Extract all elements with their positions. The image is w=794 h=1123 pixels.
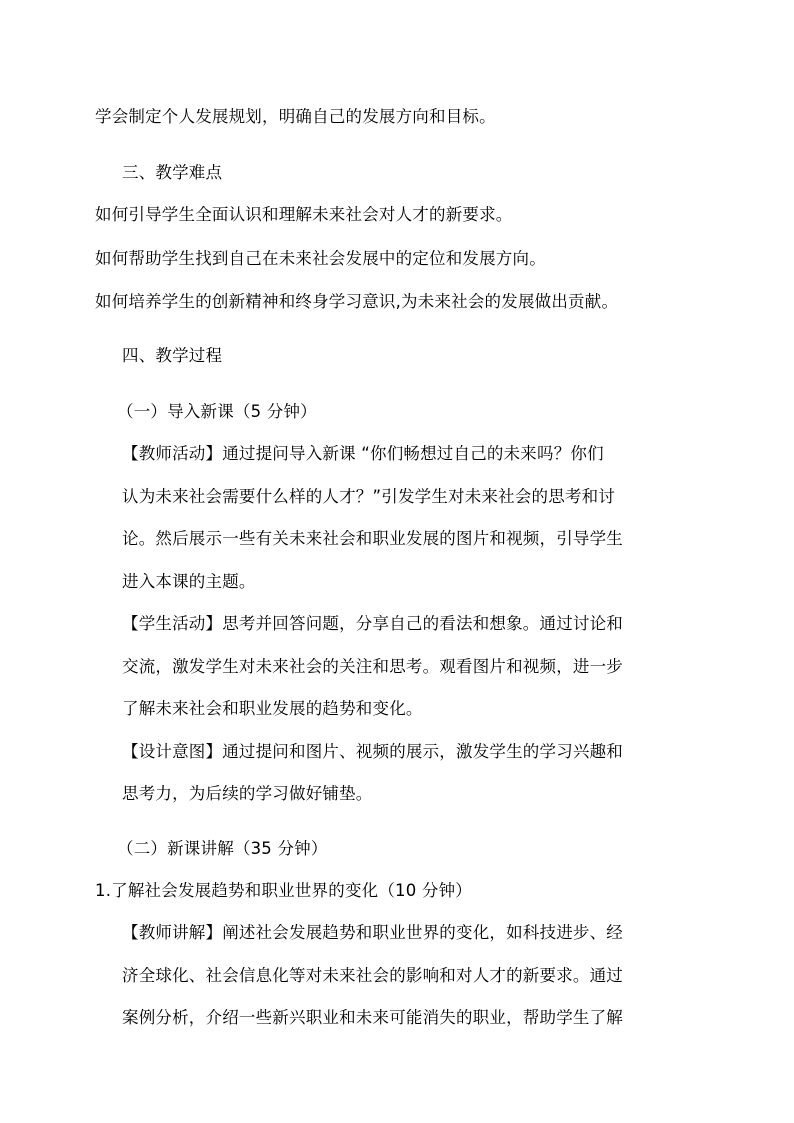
section-heading: 四、教学过程 [122, 346, 223, 365]
text-line: 如何帮助学生找到自己在未来社会发展中的定位和发展方向。 [95, 249, 546, 268]
text-line: 【教师活动】通过提问导入新课 “你们畅想过自己的未来吗？你们 [122, 444, 604, 463]
text-line: 认为未来社会需要什么样的人才？”引发学生对未来社会的思考和讨 [122, 487, 616, 506]
section-heading: 三、教学难点 [122, 163, 223, 182]
text-line: 论。然后展示一些有关未来社会和职业发展的图片和视频，引导学生 [122, 529, 623, 548]
text-line: 学会制定个人发展规划，明确自己的发展方向和目标。 [95, 107, 496, 126]
text-line: 如何培养学生的创新精神和终身学习意识,为未来社会的发展做出贡献。 [95, 292, 619, 311]
numbered-item-heading: 1.了解社会发展趋势和职业世界的变化（10 分钟） [95, 881, 472, 900]
text-line: 案例分析，介绍一些新兴职业和未来可能消失的职业，帮助学生了解 [122, 1008, 623, 1027]
text-line: 进入本课的主题。 [122, 572, 256, 591]
text-line: 如何引导学生全面认识和理解未来社会对人才的新要求。 [95, 205, 513, 224]
text-line: 济全球化、社会信息化等对未来社会的影响和对人才的新要求。通过 [122, 966, 623, 985]
text-line: 了解未来社会和职业发展的趋势和变化。 [122, 699, 423, 718]
text-line: 思考力，为后续的学习做好铺垫。 [122, 784, 373, 803]
subsection-heading: （二）新课讲解（35 分钟） [117, 839, 328, 858]
subsection-heading: （一）导入新课（5 分钟） [117, 402, 317, 421]
text-line: 【学生活动】思考并回答问题，分享自己的看法和想象。通过讨论和 [122, 614, 623, 633]
text-line: 【设计意图】通过提问和图片、视频的展示，激发学生的学习兴趣和 [122, 742, 623, 761]
text-line: 【教师讲解】阐述社会发展趋势和职业世界的变化，如科技进步、经 [122, 923, 623, 942]
text-line: 交流，激发学生对未来社会的关注和思考。观看图片和视频，进一步 [122, 657, 623, 676]
